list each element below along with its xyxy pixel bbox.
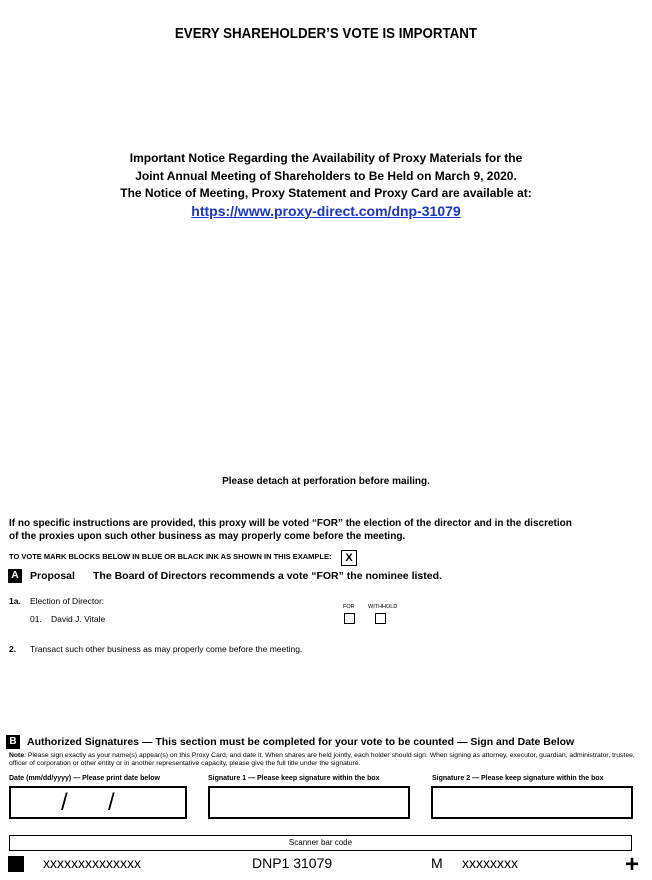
instructions-line-1: If no specific instructions are provided, this proxy will be voted “FOR” the election of the director and in the discretion bbox=[9, 518, 572, 529]
note-text: : Please sign exactly as your name(s) appear(s) on this Proxy Card, and date it. When shares are held jointly, each holder should sign. When signing as attorney, executor, guardian, administrator, trustee, officer of corporation or other entity or in another representative capacity, please give the full title under the signature. bbox=[9, 752, 635, 768]
proxy-materials-link[interactable]: https://www.proxy-direct.com/dnp-31079 bbox=[191, 202, 461, 219]
signature-2-label: Signature 2 — Please keep signature within the box bbox=[432, 775, 604, 782]
nominee-name: David J. Vitale bbox=[51, 614, 106, 624]
voting-instructions bbox=[9, 518, 629, 543]
item-2-text: Transact such other business as may properly come before the meeting. bbox=[30, 644, 303, 654]
date-field[interactable] bbox=[9, 786, 187, 819]
page-title: EVERY SHAREHOLDER’S VOTE IS IMPORTANT bbox=[174, 26, 478, 42]
date-slash-1: / bbox=[61, 789, 68, 816]
instructions-line-2: of the proxies upon such other business as may properly come before the meeting. bbox=[9, 530, 406, 542]
section-b-title: Authorized Signatures — This section must be completed for your vote to be counted — Sign and Date Below bbox=[27, 736, 575, 748]
section-a-badge: A bbox=[8, 569, 22, 583]
notice-line-2: Joint Annual Meeting of Shareholders to Be Held on March 9, 2020. bbox=[135, 168, 517, 183]
footer-code-dnp: DNP1 31079 bbox=[252, 855, 333, 871]
note-label: Note bbox=[9, 752, 25, 759]
for-column-header: FOR bbox=[343, 604, 355, 610]
footer-code-m: M bbox=[431, 855, 443, 871]
board-recommendation: The Board of Directors recommends a vote “FOR” the nominee listed. bbox=[93, 570, 442, 582]
withhold-checkbox[interactable] bbox=[375, 613, 386, 624]
for-checkbox[interactable] bbox=[344, 613, 355, 624]
detach-instruction: Please detach at perforation before mailing. bbox=[222, 476, 430, 487]
footer-code-x2: xxxxxxxx bbox=[462, 855, 518, 871]
signature-2-field[interactable] bbox=[431, 786, 633, 819]
signature-note bbox=[9, 752, 639, 768]
scanner-bar-code: Scanner bar code bbox=[9, 835, 632, 851]
notice-line-3: The Notice of Meeting, Proxy Statement and Proxy Card are available at: bbox=[120, 186, 532, 200]
item-1a-number: 1a. bbox=[9, 596, 21, 606]
signature-1-label: Signature 1 — Please keep signature within the box bbox=[208, 775, 380, 782]
example-mark-box: X bbox=[341, 550, 357, 566]
footer-code-x: xxxxxxxxxxxxxx bbox=[43, 855, 141, 871]
section-a-label: Proposal bbox=[30, 570, 75, 582]
section-b-badge: B bbox=[6, 735, 20, 749]
signature-1-field[interactable] bbox=[208, 786, 410, 819]
nominee-number: 01. bbox=[30, 614, 42, 624]
date-label: Date (mm/dd/yyyy) — Please print date below bbox=[9, 775, 160, 782]
registration-mark bbox=[8, 856, 24, 872]
plus-registration-mark: + bbox=[625, 851, 640, 878]
date-slash-2: / bbox=[108, 789, 115, 816]
item-1a-text: Election of Director: bbox=[30, 596, 105, 606]
vote-mark-instruction: TO VOTE MARK BLOCKS BELOW IN BLUE OR BLACK INK AS SHOWN IN THIS EXAMPLE: bbox=[9, 552, 332, 561]
item-2-number: 2. bbox=[9, 644, 17, 654]
withhold-column-header: WITHHOLD bbox=[368, 604, 398, 610]
proxy-notice bbox=[0, 150, 652, 221]
notice-line-1: Important Notice Regarding the Availability of Proxy Materials for the bbox=[129, 151, 523, 165]
